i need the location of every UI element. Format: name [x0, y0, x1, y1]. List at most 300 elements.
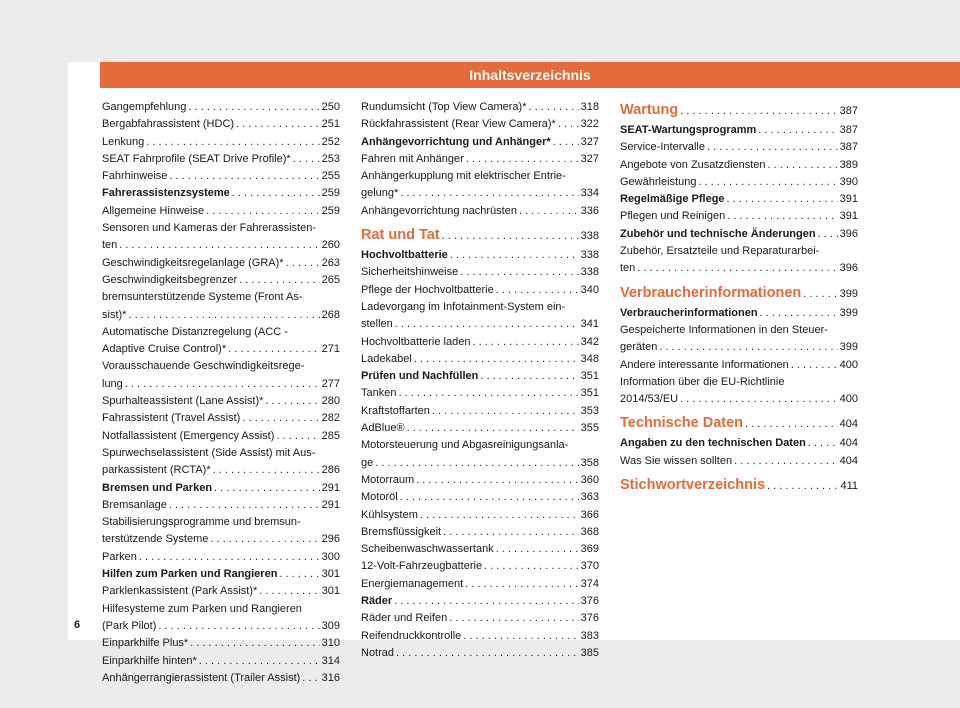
- toc-page-number: 291: [321, 481, 340, 494]
- toc-entry-title: ge: [361, 456, 374, 469]
- toc-entry[interactable]: [620, 322, 858, 357]
- leader-dots: [414, 351, 579, 368]
- toc-entry[interactable]: [361, 437, 599, 472]
- toc-column-2: [361, 99, 599, 662]
- leader-dots: [637, 260, 837, 277]
- toc-entry-title: Fahrhinweise: [102, 170, 168, 183]
- toc-entry-title: Bremsen und Parken: [102, 481, 213, 494]
- toc-entry[interactable]: [361, 610, 599, 627]
- toc-entry-title: ten: [620, 262, 636, 275]
- leader-dots: [286, 255, 320, 272]
- toc-page-number: 260: [321, 239, 340, 252]
- toc-chapter[interactable]: [620, 282, 858, 305]
- toc-entry[interactable]: [361, 645, 599, 662]
- toc-entry-title: sist)*: [102, 308, 127, 321]
- toc-page-number: 338: [580, 266, 599, 279]
- leader-dots: [236, 116, 320, 133]
- leader-dots: [158, 618, 319, 635]
- leader-dots: [375, 455, 578, 472]
- toc-entry-title: Spurhalteassistent (Lane Assist)*: [102, 395, 264, 408]
- toc-page-number: 265: [321, 273, 340, 286]
- leader-dots: [707, 139, 838, 156]
- leader-dots: [558, 116, 579, 133]
- toc-entry-title: Motoröl: [361, 491, 398, 504]
- toc-entry[interactable]: [102, 358, 340, 393]
- toc-entry-title: Räder und Reifen: [361, 612, 448, 625]
- leader-dots: [210, 531, 319, 548]
- toc-page-number: 252: [321, 135, 340, 148]
- toc-entry[interactable]: [620, 139, 858, 156]
- leader-dots: [496, 541, 579, 558]
- toc-page-number: 327: [580, 135, 599, 148]
- leader-dots: [767, 475, 838, 497]
- leader-dots: [279, 566, 319, 583]
- toc-entry-title: Was Sie wissen sollten: [620, 454, 733, 467]
- toc-chapter[interactable]: [620, 412, 858, 435]
- toc-column-3: [620, 99, 858, 497]
- leader-dots: [400, 185, 578, 202]
- toc-page-number: 368: [580, 525, 599, 538]
- toc-page-number: 399: [839, 306, 858, 319]
- toc-chapter[interactable]: [620, 99, 858, 122]
- leader-dots: [680, 391, 838, 408]
- toc-entry[interactable]: [102, 445, 340, 480]
- toc-page-number: 348: [580, 352, 599, 365]
- toc-entry-title: Parklenkassistent (Park Assist)*: [102, 585, 258, 598]
- toc-entry-title: SEAT-Wartungsprogramm: [620, 124, 757, 136]
- toc-section[interactable]: [361, 593, 599, 610]
- toc-page-number: 355: [580, 422, 599, 435]
- toc-entry[interactable]: [361, 99, 599, 116]
- toc-entry-title: Kraftstoffarten: [361, 404, 430, 417]
- toc-page-number: 353: [580, 404, 599, 417]
- leader-dots: [466, 151, 579, 168]
- toc-entry-text-line: Vorausschauende Geschwindigkeitsrege-: [102, 360, 305, 373]
- toc-entry[interactable]: [102, 601, 340, 636]
- toc-entry[interactable]: [102, 583, 340, 600]
- toc-entry-title: Ladekabel: [361, 352, 412, 365]
- toc-page-number: 391: [839, 193, 858, 206]
- toc-entry-text-line: Hilfesysteme zum Parken und Rangieren: [102, 602, 302, 615]
- leader-dots: [139, 549, 320, 566]
- leader-dots: [727, 191, 838, 208]
- toc-page-number: 301: [321, 568, 340, 581]
- leader-dots: [745, 413, 838, 435]
- toc-page-number: 370: [580, 560, 599, 573]
- toc-entry-title: Angebote von Zusatzdiensten: [620, 158, 766, 171]
- toc-page-number: 342: [580, 335, 599, 348]
- toc-section[interactable]: [102, 185, 340, 202]
- toc-page-number: 282: [321, 412, 340, 425]
- toc-entry-title: Angaben zu den technischen Daten: [620, 437, 806, 450]
- page-number: 6: [74, 619, 81, 631]
- toc-page-number: 286: [321, 464, 340, 477]
- leader-dots: [449, 610, 578, 627]
- toc-page-number: 404: [839, 437, 858, 450]
- toc-page-number: 338: [580, 249, 599, 262]
- leader-dots: [496, 282, 579, 299]
- toc-entry-title: Gangempfehlung: [102, 101, 187, 113]
- toc-page-number: 310: [321, 637, 340, 650]
- leader-dots: [480, 368, 578, 385]
- toc-entry[interactable]: [102, 272, 340, 289]
- leader-dots: [472, 334, 578, 351]
- toc-entry-title: Hilfen zum Parken und Rangieren: [102, 568, 278, 581]
- toc-entry-title: Sicherheitshinweise: [361, 266, 459, 279]
- toc-entry-title: Bremsanlage: [102, 498, 167, 511]
- leader-dots: [659, 339, 837, 356]
- toc-entry-title: gelung*: [361, 187, 399, 200]
- toc-entry-text-line: Zubehör, Ersatzteile und Reparaturarbei-: [620, 245, 820, 258]
- toc-entry-title: Energiemanagement: [361, 577, 464, 590]
- toc-entry-title: Anhängerrangierassistent (Trailer Assist): [102, 671, 301, 684]
- leader-dots: [119, 237, 319, 254]
- leader-dots: [553, 134, 579, 151]
- toc-entry[interactable]: [620, 208, 858, 225]
- toc-entry-title: Verbraucherinformationen: [620, 306, 758, 319]
- toc-entry-title: Fahren mit Anhänger: [361, 152, 464, 165]
- leader-dots: [302, 670, 319, 687]
- toc-entry-title: stellen: [361, 318, 393, 331]
- toc-entry-title: terstützende Systeme: [102, 533, 209, 546]
- leader-dots: [400, 489, 579, 506]
- leader-dots: [758, 122, 837, 139]
- toc-entry[interactable]: [361, 203, 599, 220]
- toc-entry-title: Pflegen und Reinigen: [620, 210, 726, 223]
- toc-page-number: 318: [580, 101, 599, 113]
- toc-page-number: 280: [321, 395, 340, 408]
- leader-dots: [125, 376, 320, 393]
- leader-dots: [528, 99, 578, 116]
- toc-entry[interactable]: [620, 374, 858, 409]
- toc-page-number: 285: [321, 429, 340, 442]
- leader-dots: [808, 435, 838, 452]
- toc-page-number: 400: [839, 358, 858, 371]
- toc-page-number: 300: [321, 550, 340, 563]
- leader-dots: [803, 283, 837, 305]
- toc-page-number: 399: [839, 287, 858, 300]
- toc-entry-title: ten: [102, 239, 118, 252]
- toc-page-number: 389: [839, 158, 858, 171]
- toc-entry-title: parkassistent (RCTA)*: [102, 464, 211, 477]
- toc-page-number: 390: [839, 175, 858, 188]
- toc-entry[interactable]: [102, 203, 340, 220]
- toc-entry-title: Lenkung: [102, 135, 145, 148]
- toc-page-number: 341: [580, 318, 599, 331]
- toc-page-number: 351: [580, 387, 599, 400]
- toc-page-number: 250: [321, 101, 340, 113]
- leader-dots: [128, 307, 319, 324]
- toc-entry-title: Anhängevorrichtung und Anhänger*: [361, 135, 551, 148]
- toc-entry[interactable]: [102, 134, 340, 151]
- toc-page-number: 340: [580, 283, 599, 296]
- toc-entry-title: Tanken: [361, 387, 397, 400]
- toc-entry-title: Geschwindigkeitsregelanlage (GRA)*: [102, 256, 284, 269]
- toc-page-number: 314: [321, 654, 340, 667]
- toc-entry-title: Bremsflüssigkeit: [361, 525, 442, 538]
- toc-entry[interactable]: [102, 514, 340, 549]
- toc-entry[interactable]: [102, 255, 340, 272]
- toc-section[interactable]: [620, 226, 858, 243]
- toc-section[interactable]: [620, 122, 858, 139]
- toc-page-number: 322: [580, 118, 599, 131]
- toc-page-number: 268: [321, 308, 340, 321]
- toc-entry-title: Parken: [102, 550, 137, 563]
- toc-entry-title: Hochvoltbatterie laden: [361, 335, 471, 348]
- toc-page-number: 369: [580, 543, 599, 556]
- toc-entry[interactable]: [102, 116, 340, 133]
- toc-entry[interactable]: [102, 289, 340, 324]
- leader-dots: [734, 453, 838, 470]
- toc-page-number: 363: [580, 491, 599, 504]
- toc-entry-title: (Park Pilot): [102, 619, 157, 632]
- toc-entry[interactable]: [102, 497, 340, 514]
- toc-section[interactable]: [102, 480, 340, 497]
- toc-entry[interactable]: [361, 299, 599, 334]
- leader-dots: [169, 168, 319, 185]
- toc-entry-title: Geschwindigkeitsbegrenzer: [102, 273, 238, 286]
- toc-entry-title: Notrad: [361, 646, 395, 659]
- leader-dots: [398, 385, 578, 402]
- toc-entry[interactable]: [361, 334, 599, 351]
- toc-entry-title: geräten: [620, 341, 658, 354]
- toc-page-number: 259: [321, 187, 340, 200]
- toc-entry-title: Zubehör und technische Änderungen: [620, 227, 816, 240]
- toc-entry[interactable]: [620, 357, 858, 374]
- leader-dots: [484, 558, 579, 575]
- toc-page-number: 259: [321, 204, 340, 217]
- leader-dots: [442, 225, 579, 247]
- leader-dots: [460, 264, 578, 281]
- leader-dots: [265, 393, 319, 410]
- toc-entry-title: Fahrassistent (Travel Assist): [102, 412, 241, 425]
- toc-entry[interactable]: [102, 428, 340, 445]
- leader-dots: [242, 410, 319, 427]
- toc-page-number: 399: [839, 341, 858, 354]
- leader-dots: [519, 203, 579, 220]
- toc-page-number: 383: [580, 629, 599, 642]
- toc-entry-title: Notfallassistent (Emergency Assist): [102, 429, 275, 442]
- toc-entry-title: Adaptive Cruise Control)*: [102, 343, 227, 356]
- toc-entry-title: Gewährleistung: [620, 175, 697, 188]
- toc-entry[interactable]: [102, 168, 340, 185]
- toc-chapter[interactable]: [620, 474, 858, 497]
- toc-page-number: 316: [321, 671, 340, 684]
- toc-entry[interactable]: [361, 489, 599, 506]
- leader-dots: [396, 645, 579, 662]
- toc-entry-title: Fahrerassistenzsysteme: [102, 187, 230, 200]
- toc-page-number: 336: [580, 204, 599, 217]
- toc-entry[interactable]: [361, 507, 599, 524]
- toc-entry[interactable]: [102, 324, 340, 359]
- toc-entry-title: Motorraum: [361, 473, 415, 486]
- toc-entry[interactable]: [102, 635, 340, 652]
- toc-entry[interactable]: [102, 151, 340, 168]
- toc-page-number: 396: [839, 262, 858, 275]
- toc-entry-title: Stichwortverzeichnis: [620, 477, 766, 494]
- toc-page-number: 360: [580, 473, 599, 486]
- toc-entry[interactable]: [361, 351, 599, 368]
- toc-section[interactable]: [620, 191, 858, 208]
- leader-dots: [239, 272, 320, 289]
- toc-entry[interactable]: [361, 385, 599, 402]
- toc-page-number: 404: [839, 418, 858, 431]
- toc-entry[interactable]: [620, 453, 858, 470]
- toc-entry[interactable]: [361, 282, 599, 299]
- leader-dots: [407, 420, 579, 437]
- toc-entry-title: 2014/53/EU: [620, 393, 679, 406]
- toc-entry[interactable]: [620, 243, 858, 278]
- toc-entry[interactable]: [620, 174, 858, 191]
- leader-dots: [169, 497, 320, 514]
- toc-entry-title: Allgemeine Hinweise: [102, 204, 205, 217]
- toc-entry[interactable]: [620, 157, 858, 174]
- toc-entry[interactable]: [102, 99, 340, 116]
- toc-entry-title: Kühlsystem: [361, 508, 418, 521]
- toc-page-number: 327: [580, 152, 599, 165]
- toc-entry[interactable]: [361, 558, 599, 575]
- toc-entry[interactable]: [361, 541, 599, 558]
- toc-entry[interactable]: [102, 653, 340, 670]
- toc-entry-text-line: Gespeicherte Informationen in den Steuer-: [620, 323, 828, 336]
- toc-entry-title: Rat und Tat: [361, 227, 440, 244]
- toc-entry-title: Einparkhilfe Plus*: [102, 637, 189, 650]
- toc-entry[interactable]: [361, 168, 599, 203]
- toc-page-number: 396: [839, 227, 858, 240]
- toc-entry[interactable]: [102, 670, 340, 687]
- leader-dots: [727, 208, 837, 225]
- toc-entry-title: Pflege der Hochvoltbatterie: [361, 283, 494, 296]
- toc-page-number: 400: [839, 393, 858, 406]
- toc-page-number: 334: [580, 187, 599, 200]
- toc-entry-title: lung: [102, 377, 123, 390]
- toc-section[interactable]: [361, 134, 599, 151]
- toc-entry-title: Scheibenwaschwassertank: [361, 543, 494, 556]
- toc-entry-text-line: Information über die EU-Richtlinie: [620, 375, 785, 388]
- leader-dots: [293, 151, 320, 168]
- toc-entry[interactable]: [361, 420, 599, 437]
- toc-entry-title: SEAT Fahrprofile (SEAT Drive Profile)*: [102, 152, 291, 165]
- toc-entry-text-line: Ladevorgang im Infotainment-System ein-: [361, 300, 566, 313]
- toc-entry-title: Regelmäßige Pflege: [620, 193, 725, 206]
- toc-page-number: 391: [839, 210, 858, 223]
- toc-entry-title: Andere interessante Informationen: [620, 358, 789, 371]
- toc-page-number: 374: [580, 577, 599, 590]
- toc-entry[interactable]: [102, 549, 340, 566]
- toc-entry-title: Rückfahrassistent (Rear View Camera)*: [361, 118, 556, 131]
- leader-dots: [228, 341, 320, 358]
- toc-entry[interactable]: [361, 403, 599, 420]
- leader-dots: [232, 185, 320, 202]
- toc-entry-title: Reifendruckkontrolle: [361, 629, 462, 642]
- toc-page-number: 296: [321, 533, 340, 546]
- leader-dots: [443, 524, 579, 541]
- toc-section[interactable]: [620, 305, 858, 322]
- toc-page-number: 253: [321, 152, 340, 165]
- toc-entry-title: Hochvoltbatterie: [361, 249, 448, 262]
- leader-dots: [395, 316, 579, 333]
- toc-page-number: 338: [580, 230, 599, 243]
- toc-section[interactable]: [361, 247, 599, 264]
- leader-dots: [791, 357, 838, 374]
- toc-entry-title: Bergabfahrassistent (HDC): [102, 118, 235, 131]
- leader-dots: [259, 583, 319, 600]
- toc-entry[interactable]: [102, 220, 340, 255]
- toc-entry[interactable]: [361, 576, 599, 593]
- toc-page-number: 387: [839, 105, 858, 117]
- leader-dots: [465, 576, 579, 593]
- toc-entry-title: Prüfen und Nachfüllen: [361, 370, 479, 383]
- toc-page-number: 309: [321, 619, 340, 632]
- toc-entry-title: Technische Daten: [620, 415, 744, 432]
- toc-entry-title: Service-Intervalle: [620, 141, 705, 154]
- leader-dots: [698, 174, 837, 191]
- leader-dots: [190, 635, 319, 652]
- toc-entry[interactable]: [361, 116, 599, 133]
- toc-page-number: 263: [321, 256, 340, 269]
- toc-entry[interactable]: [361, 151, 599, 168]
- toc-column-1: [102, 99, 340, 687]
- toc-entry[interactable]: [102, 410, 340, 427]
- leader-dots: [432, 403, 579, 420]
- toc-chapter[interactable]: [361, 224, 599, 247]
- toc-entry-title: Rundumsicht (Top View Camera)*: [361, 101, 527, 113]
- toc-entry-text-line: Sensoren und Kameras der Fahrerassisten-: [102, 222, 316, 235]
- toc-page-number: 376: [580, 595, 599, 608]
- leader-dots: [680, 100, 837, 122]
- toc-page-number: 291: [321, 498, 340, 511]
- toc-entry-text-line: bremsunterstützende Systeme (Front As-: [102, 291, 303, 304]
- leader-dots: [146, 134, 319, 151]
- leader-dots: [213, 462, 320, 479]
- toc-entry-title: Verbraucherinformationen: [620, 284, 802, 301]
- toc-page-number: 358: [580, 456, 599, 469]
- leader-dots: [450, 247, 579, 264]
- toc-entry-text-line: Spurwechselassistent (Side Assist) mit Aus-: [102, 446, 316, 459]
- toc-entry[interactable]: [361, 628, 599, 645]
- toc-page-number: 387: [839, 124, 858, 136]
- leader-dots: [463, 628, 578, 645]
- toc-page-number: 255: [321, 170, 340, 183]
- leader-dots: [768, 157, 838, 174]
- toc-page-number: 411: [840, 480, 858, 493]
- leader-dots: [188, 99, 319, 116]
- toc-entry[interactable]: [102, 393, 340, 410]
- toc-entry-text-line: Automatische Distanzregelung (ACC -: [102, 325, 288, 338]
- toc-page-number: 301: [321, 585, 340, 598]
- toc-section[interactable]: [620, 435, 858, 452]
- toc-entry[interactable]: [361, 264, 599, 281]
- page-title: Inhaltsverzeichnis: [100, 62, 960, 88]
- toc-page-number: 376: [580, 612, 599, 625]
- toc-entry-text-line: Stabilisierungsprogramme und bremsun-: [102, 516, 301, 529]
- leader-dots: [420, 507, 579, 524]
- leader-dots: [199, 653, 320, 670]
- toc-entry[interactable]: [361, 524, 599, 541]
- toc-entry-text-line: Motorsteuerung und Abgasreinigungsanla-: [361, 439, 569, 452]
- toc-section[interactable]: [102, 566, 340, 583]
- toc-entry-text-line: Anhängerkupplung mit elektrischer Entrie-: [361, 170, 566, 183]
- toc-entry-title: AdBlue®: [361, 422, 405, 435]
- toc-page-number: 271: [321, 343, 340, 356]
- toc-page-number: 404: [839, 454, 858, 467]
- leader-dots: [214, 480, 320, 497]
- toc-entry[interactable]: [361, 472, 599, 489]
- toc-page-number: 351: [580, 370, 599, 383]
- toc-entry-title: Räder: [361, 595, 393, 608]
- toc-section[interactable]: [361, 368, 599, 385]
- toc-page-number: 366: [580, 508, 599, 521]
